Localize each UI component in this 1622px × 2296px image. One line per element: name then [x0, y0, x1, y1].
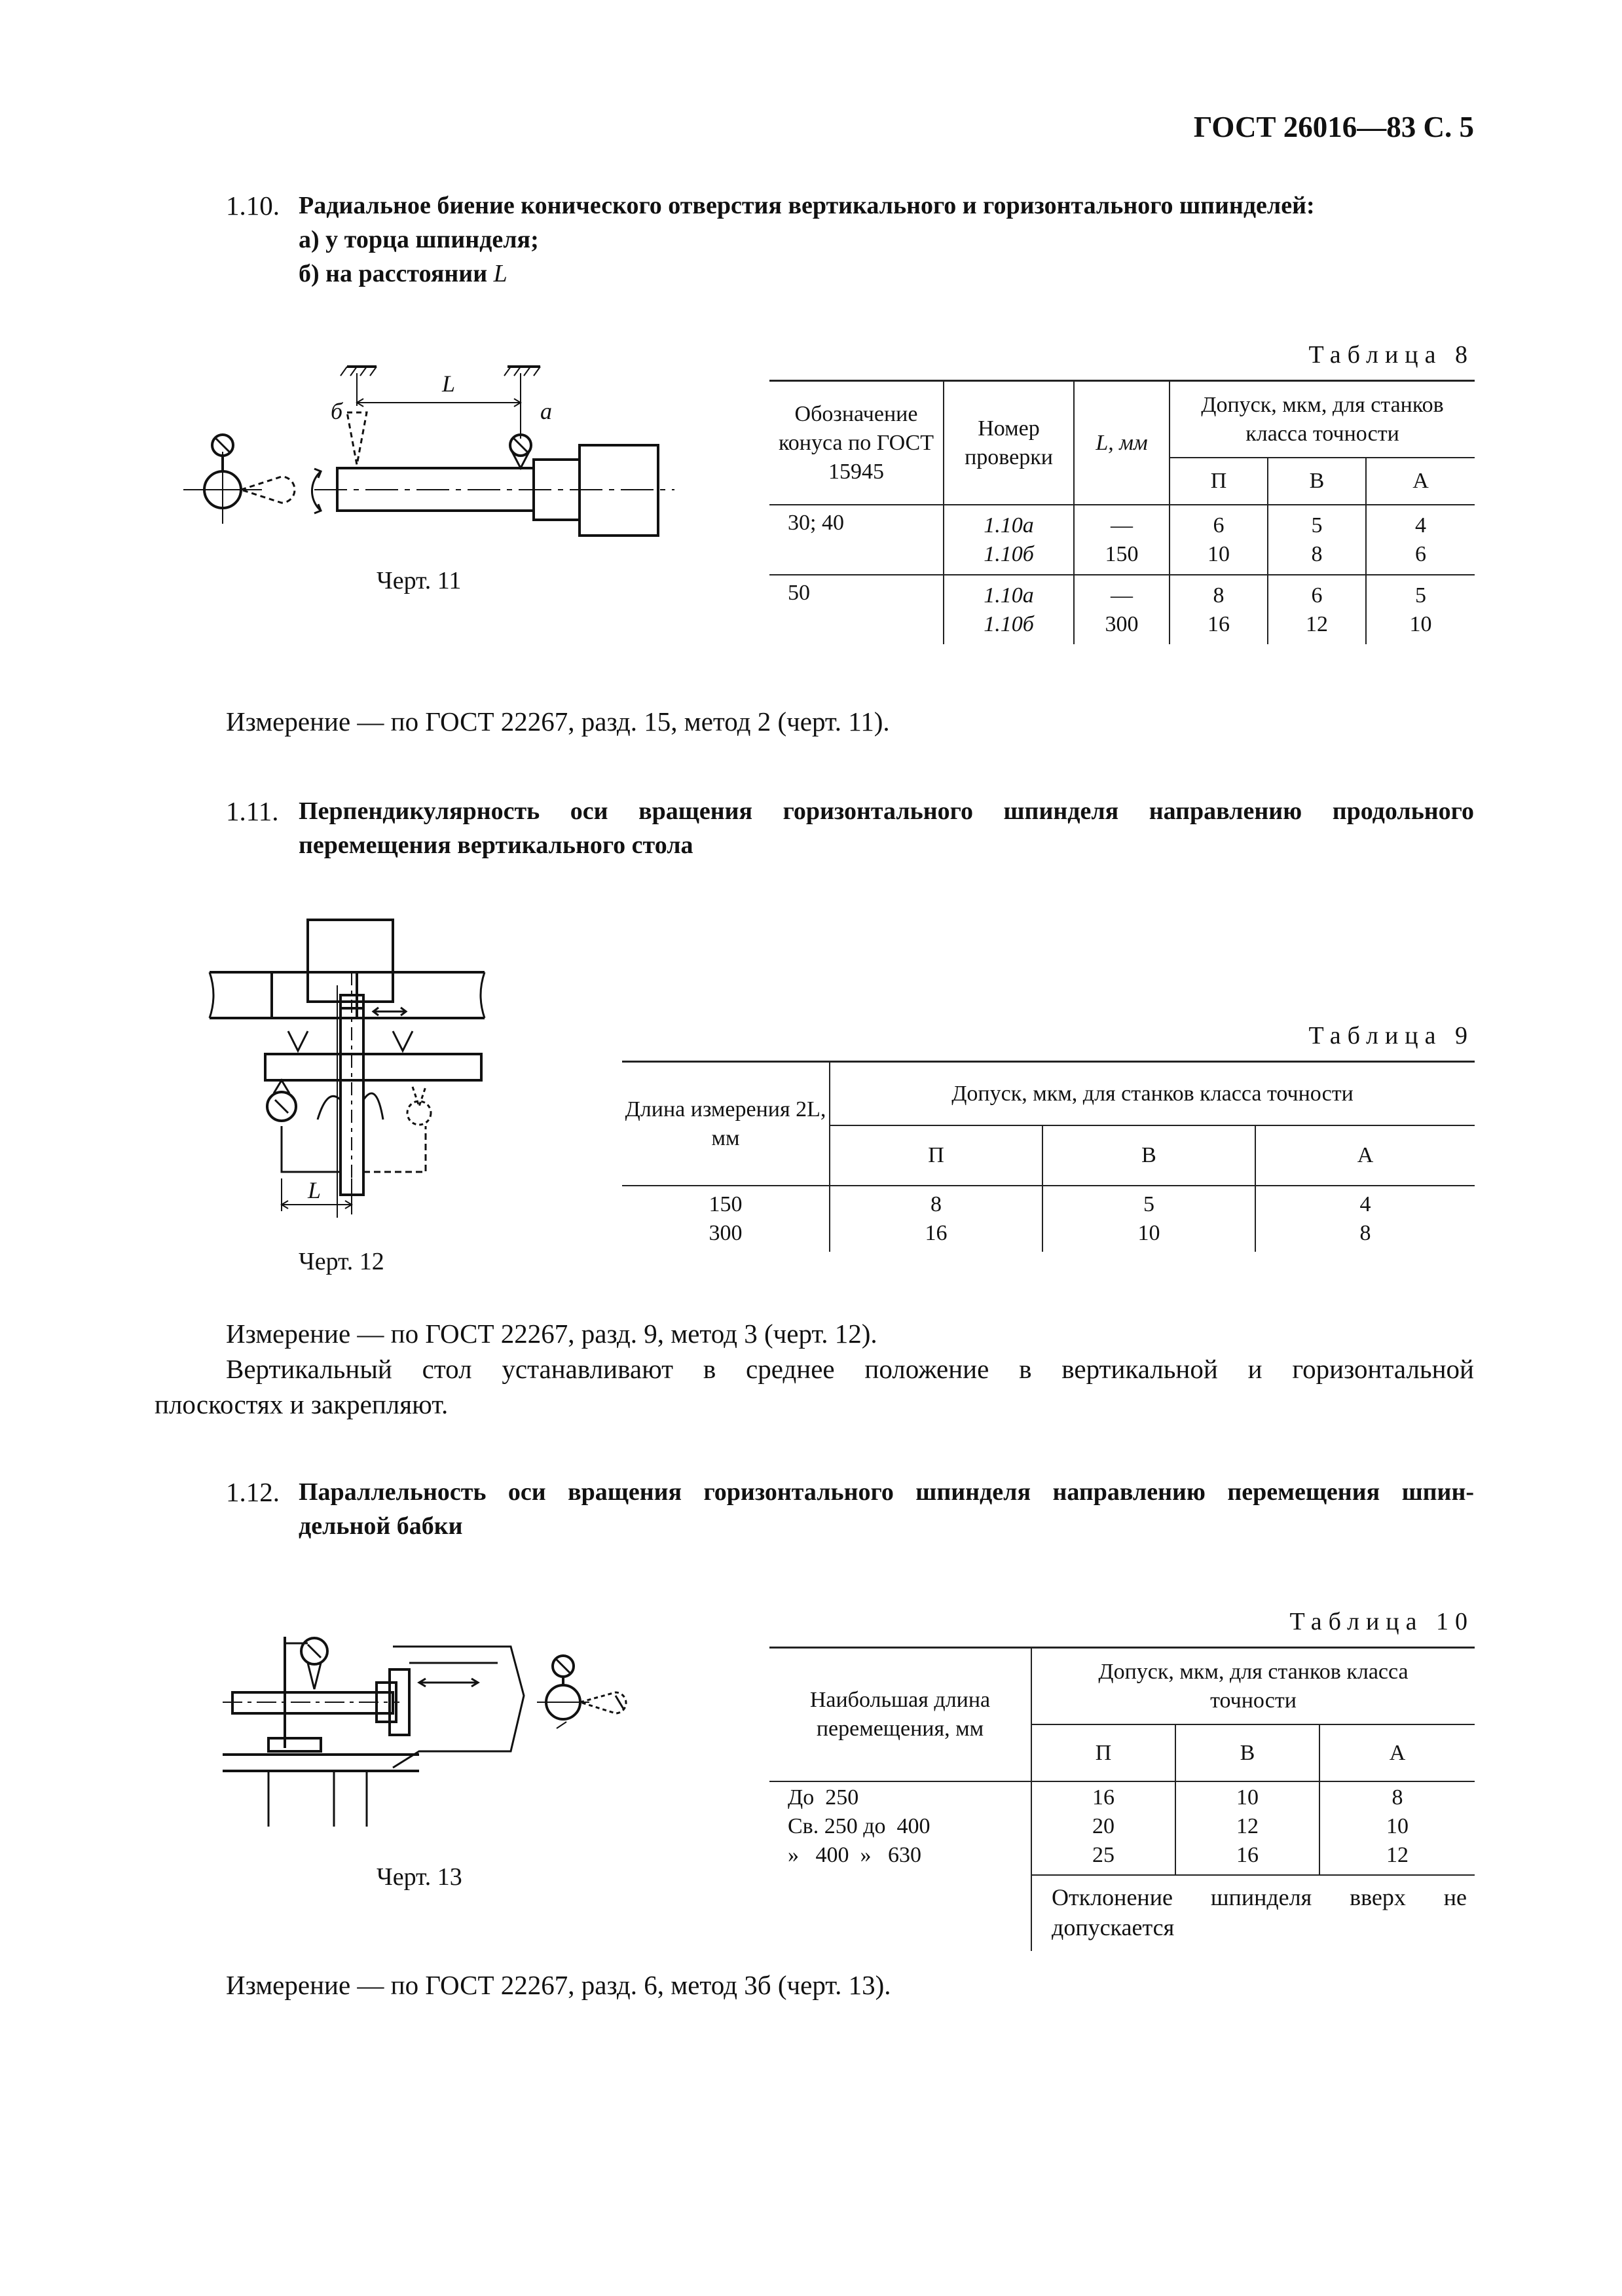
table-10-class-v: В — [1175, 1724, 1319, 1781]
table-9-class-a: А — [1255, 1125, 1475, 1186]
table-8-title: Таблица 8 — [1308, 341, 1474, 369]
table-10-cell-a: 8 — [1392, 1785, 1403, 1810]
table-9-header-length: Длина измерения 2L, мм — [622, 1062, 830, 1186]
table-8-cell-p: 10 — [1207, 541, 1230, 566]
table-8-header-tolerance: Допуск, мкм, для станков класса точности — [1170, 381, 1475, 458]
table-8-header-L: L, мм — [1074, 381, 1170, 505]
table-10-cell-length: Св. 250 до 400 — [788, 1814, 931, 1838]
figure-12 — [210, 910, 504, 1218]
section-item-b: б) на расстоянии L — [299, 260, 507, 287]
table-10-cell-p: 25 — [1092, 1843, 1115, 1867]
table-8-cell-v: 6 — [1311, 583, 1323, 608]
table-row — [769, 505, 1475, 575]
table-10 — [769, 1647, 1475, 1951]
measurement-1-10: Измерение — по ГОСТ 22267, разд. 15, метод 2 (черт. 11). — [226, 706, 890, 737]
section-item-a: а) у торца шпинделя; — [299, 226, 539, 253]
table-10-header-length: Наибольшая длина перемещения, мм — [769, 1648, 1031, 1782]
table-8-cell-L: 150 — [1105, 541, 1139, 566]
table-10-cell-a: 12 — [1386, 1843, 1409, 1867]
section-number-1-11: 1.11. — [226, 796, 279, 826]
figure-11 — [183, 347, 681, 556]
table-8-header-check: Номер проверки — [944, 381, 1074, 505]
table-row — [769, 575, 1475, 644]
table-8-cell-a: 4 — [1415, 513, 1426, 538]
table-10-title: Таблица 10 — [1289, 1608, 1474, 1635]
table-10-cell-a: 10 — [1386, 1814, 1409, 1838]
table-10-cell-v: 12 — [1236, 1814, 1259, 1838]
table-9-class-v: В — [1042, 1125, 1255, 1186]
table-10-cell-length: До 250 — [788, 1785, 859, 1810]
section-title-1-10: Радиальное биение конического отверстия вертикального и горизонтального шпинделей: — [299, 192, 1315, 219]
table-8-cell-a: 6 — [1415, 541, 1426, 566]
figure-13-caption: Черт. 13 — [377, 1863, 462, 1891]
table-8-cell-check: 1.10б — [984, 611, 1034, 636]
table-row — [769, 1781, 1475, 1875]
table-8-cell-check: 1.10а — [984, 583, 1034, 608]
table-9-cell-length: 150 — [709, 1192, 743, 1216]
table-8-cell-p: 6 — [1213, 513, 1225, 538]
table-10-cell-v: 16 — [1236, 1843, 1259, 1867]
table-9-cell-length: 300 — [709, 1221, 743, 1245]
table-8-cell-a: 5 — [1415, 583, 1426, 608]
figure-13 — [223, 1617, 642, 1827]
table-8-cell-a: 10 — [1409, 611, 1432, 636]
figure-11-label-b: б — [331, 398, 343, 424]
section-title-1-11-line-2: перемещения вертикального стола — [299, 831, 693, 859]
table-8-cell-p: 16 — [1207, 611, 1230, 636]
table-8 — [769, 380, 1475, 644]
table-row — [622, 1186, 1475, 1252]
table-9-cell-p: 8 — [931, 1192, 942, 1216]
figure-12-label-L: L — [308, 1177, 322, 1203]
table-8-cell-v: 8 — [1311, 541, 1323, 566]
page-header: ГОСТ 26016—83 С. 5 — [1193, 111, 1474, 143]
table-10-class-a: А — [1319, 1724, 1475, 1781]
table-10-cell-p: 16 — [1092, 1785, 1115, 1810]
figure-11-label-L: L — [442, 371, 456, 397]
note-1-11-line-1: Вертикальный стол устанавливают в среднее положение в вертикальной и горизонтальной — [226, 1354, 1474, 1384]
table-10-cell-length: » 400 » 630 — [788, 1843, 921, 1867]
table-8-class-v: В — [1268, 458, 1366, 505]
table-9-header-tolerance: Допуск, мкм, для станков класса точности — [830, 1062, 1475, 1126]
table-10-class-p: П — [1031, 1724, 1175, 1781]
table-8-cell-v: 5 — [1311, 513, 1323, 538]
table-8-header-cone: Обозначение конуса по ГОСТ 15945 — [769, 381, 944, 505]
table-9-cell-a: 4 — [1359, 1192, 1371, 1216]
figure-11-label-a: а — [540, 398, 552, 424]
table-10-cell-p: 20 — [1092, 1814, 1115, 1838]
table-10-cell-v: 10 — [1236, 1785, 1259, 1810]
table-8-cell-check: 1.10а — [984, 513, 1034, 538]
section-title-1-12-line-2: дельной бабки — [299, 1512, 463, 1540]
table-10-note: Отклонение шпинделя вверх не допускается — [1052, 1884, 1467, 1941]
table-9-cell-v: 5 — [1143, 1192, 1154, 1216]
table-9-class-p: П — [830, 1125, 1042, 1186]
section-title-1-11-line-1: Перпендикулярность оси вращения горизонтального шпинделя направлению продольного — [299, 797, 1474, 825]
table-9-cell-p: 16 — [925, 1221, 948, 1245]
table-8-cell-v: 12 — [1306, 611, 1328, 636]
figure-12-caption: Черт. 12 — [299, 1248, 384, 1275]
table-8-cell-L: — — [1111, 583, 1133, 608]
table-8-class-p: П — [1170, 458, 1268, 505]
figure-11-caption: Черт. 11 — [377, 567, 462, 594]
table-9-cell-a: 8 — [1359, 1221, 1371, 1245]
table-9-cell-v: 10 — [1137, 1221, 1160, 1245]
table-8-cell-cone: 30; 40 — [769, 505, 944, 575]
table-9-title: Таблица 9 — [1308, 1022, 1474, 1049]
table-10-header-tolerance: Допуск, мкм, для станков класса точности — [1031, 1648, 1475, 1725]
section-number-1-12: 1.12. — [226, 1477, 280, 1507]
table-8-cell-check: 1.10б — [984, 541, 1034, 566]
section-number-1-10: 1.10. — [226, 191, 280, 221]
table-8-cell-p: 8 — [1213, 583, 1225, 608]
measurement-1-11: Измерение — по ГОСТ 22267, разд. 9, метод 3 (черт. 12). — [226, 1319, 877, 1349]
table-9 — [622, 1061, 1475, 1252]
measurement-1-12: Измерение — по ГОСТ 22267, разд. 6, метод 3б (черт. 13). — [226, 1970, 891, 2000]
table-8-class-a: А — [1366, 458, 1475, 505]
table-8-cell-L: 300 — [1105, 611, 1139, 636]
section-title-1-12-line-1: Параллельность оси вращения горизонтального шпинделя направлению перемещения шпин- — [299, 1478, 1474, 1506]
table-8-cell-L: — — [1111, 513, 1133, 538]
note-1-11-line-2: плоскостях и закрепляют. — [155, 1389, 449, 1419]
table-8-cell-cone: 50 — [769, 575, 944, 644]
